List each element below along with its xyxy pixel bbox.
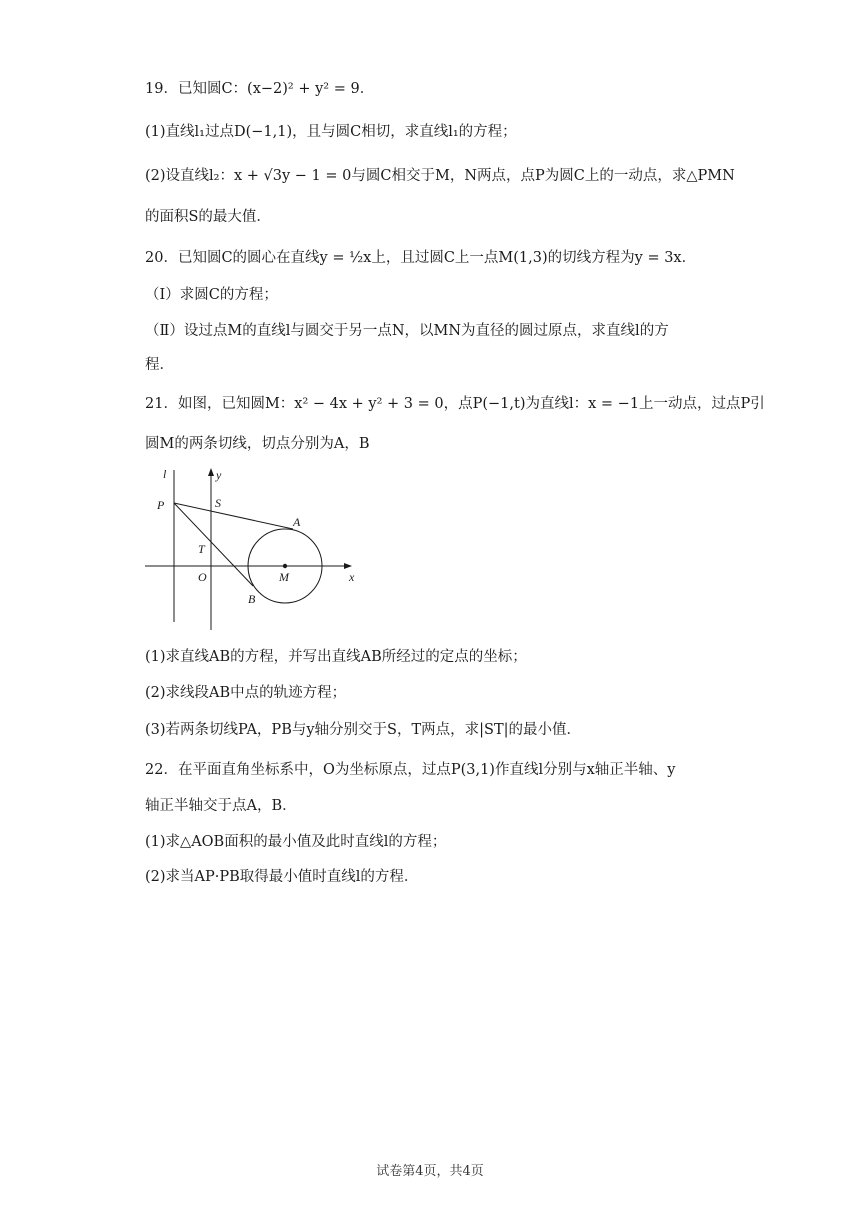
- label-s: S: [215, 496, 221, 510]
- q19-stem: 19．已知圆C：(x−2)² + y² = 9．: [145, 81, 375, 97]
- q22-part2: (2)求当AP·PB取得最小值时直线l的方程．: [145, 869, 419, 885]
- label-a: A: [293, 515, 301, 529]
- q22-part1: (1)求△AOB面积的最小值及此时直线l的方程；: [145, 834, 447, 850]
- x-axis-arrow-icon: [344, 563, 352, 569]
- page-footer: 试卷第4页，共4页: [376, 1164, 484, 1179]
- y-axis-arrow-icon: [208, 468, 214, 476]
- label-b: B: [248, 592, 256, 606]
- label-o: O: [198, 570, 207, 584]
- q21-part1: (1)求直线AB的方程，并写出直线AB所经过的定点的坐标；: [145, 649, 527, 665]
- q19-part2: (2)设直线l₂：x + √3y − 1 = 0与圆C相交于M，N两点，点P为圆C上的一动点，求△PMN: [145, 168, 735, 184]
- tangent-pb: [174, 503, 253, 586]
- q21-stem: 21．如图，已知圆M：x² − 4x + y² + 3 = 0，点P(−1,t)为直线l：x = −1上一动点，过点P引: [145, 396, 765, 412]
- center-m-dot: [283, 564, 287, 568]
- label-l: l: [163, 467, 167, 481]
- q20-part1: （Ⅰ）求圆C的方程；: [145, 287, 278, 303]
- q20-stem: 20．已知圆C的圆心在直线y = ½x上，且过圆C上一点M(1,3)的切线方程为y = 3x．: [145, 250, 697, 266]
- label-x: x: [349, 570, 355, 584]
- q21-stem-cont: 圆M的两条切线，切点分别为A，B: [145, 436, 370, 452]
- q20-part2-cont: 程．: [145, 357, 174, 373]
- q21-part2: (2)求线段AB中点的轨迹方程；: [145, 685, 347, 701]
- label-m: M: [279, 570, 289, 584]
- label-t: T: [198, 542, 205, 556]
- q22-stem-cont: 轴正半轴交于点A，B．: [145, 798, 297, 814]
- q22-stem: 22．在平面直角坐标系中，O为坐标原点，过点P(3,1)作直线l分别与x轴正半轴、y: [145, 762, 676, 778]
- label-p: P: [157, 498, 165, 512]
- q19-part2-cont: 的面积S的最大值．: [145, 209, 271, 225]
- tangent-pa: [174, 503, 293, 529]
- q20-part2: （Ⅱ）设过点M的直线l与圆交于另一点N，以MN为直径的圆过原点，求直线l的方: [145, 323, 669, 339]
- q19-part1: (1)直线l₁过点D(−1,1)，且与圆C相切，求直线l₁的方程；: [145, 124, 517, 140]
- q21-part3: (3)若两条切线PA，PB与y轴分别交于S，T两点，求|ST|的最小值．: [145, 722, 582, 738]
- label-y: y: [216, 468, 222, 482]
- circle-tangent-figure: [143, 462, 368, 632]
